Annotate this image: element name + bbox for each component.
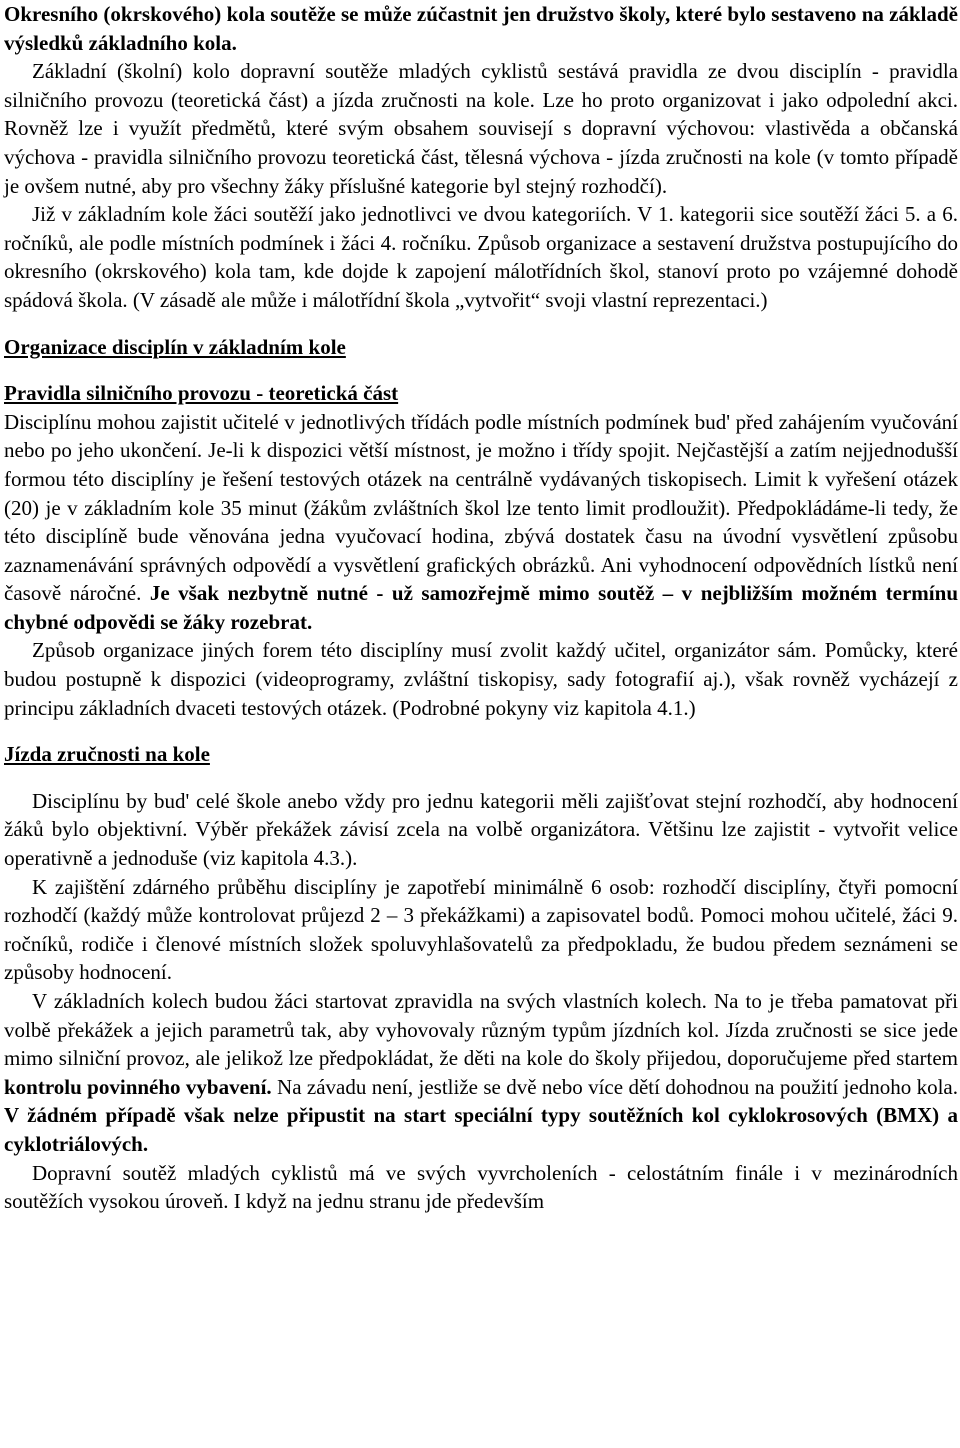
paragraph-categories: Již v základním kole žáci soutěží jako jednotlivci ve dvou kategoriích. V 1. kategorii sice soutěží žáci 5. a 6. ročníků, ale podle místních podmínek i žáci 4. ročníku. Způsob organizace a sestavení družstva postupujícího do okresního (okrskového) kola tam, kde dojde k zapojení málotřídních škol, stanoví proto po vzájemné dohodě spádová škola. (V zásadě ale může i málotřídní škola „vytvořit“ svoji vlastní reprezentaci.) <box>4 202 958 312</box>
paragraph-other-forms: Způsob organizace jiných forem této disciplíny musí zvolit každý učitel, organizátor sám. Pomůcky, které budou postupně k dispozici (videoprogramy, zvláštní tiskopisy, sady fotografií aj.), však rovněž vycházejí z principu základních dvaceti testových otázek. (Podrobné pokyny viz kapitola 4.1.) <box>4 638 958 720</box>
paragraph-traffic-rules <box>4 408 958 637</box>
paragraph-competition-level: Dopravní soutěž mladých cyklistů má ve svých vyvrcholeních - celostátním finále i v mezinárodních soutěžích vysokou úroveň. I když na jednu stranu jde především <box>4 1160 958 1214</box>
traffic-rules-bold-text: Je však nezbytně nutné - už samozřejmě mimo soutěž – v nejbližším možném termínu chybné odpovědi se žáky rozebrat. <box>4 581 958 634</box>
heading-traffic-rules: Pravidla silničního provozu - teoretická část <box>4 381 399 406</box>
paragraph-basic-round: Základní (školní) kolo dopravní soutěže mladých cyklistů sestává pravidla ze dvou disciplín - pravidla silničního provozu (teoretická část) a jízda zručnosti na kole. Lze ho proto organizovat i jako odpolední akci. Rovněž lze i využít předmětů, které svým obsahem souvisejí s dopravní výchovou: vlastivěda a občanská výchova - pravidla silničního provozu teoretická část, tělesná výchova - jízda zručnosti na kole (v tomto případě je ovšem nutné, aby pro všechny žáky příslušné kategorie byl stejný rozhodčí). <box>4 59 958 198</box>
paragraph-referees: Disciplínu by bud' celé škole anebo vždy pro jednu kategorii měli zajišťovat stejní rozhodčí, aby hodnocení žáků bylo objektivní. Výběr překážek závisí zcela na volbě organizátora. Většinu lze zajistit - vytvořit velice operativně a jednoduše (viz kapitola 4.3.). <box>4 788 958 871</box>
heading-riding-skills: Jízda zručnosti na kole <box>4 742 210 767</box>
paragraph-qualification <box>4 0 958 57</box>
own-bikes-bold-1: kontrolu povinného vybavení. <box>4 1074 272 1099</box>
own-bikes-bold-2: V žádném případě však nelze připustit na start speciální typy soutěžních kol cyklokrosových (BMX) a cyklotriálových. <box>4 1103 958 1156</box>
paragraph-own-bikes <box>4 987 958 1159</box>
own-bikes-text-1: V základních kolech budou žáci startovat zpravidla na svých vlastních kolech. Na to je třeba pamatovat při volbě překážek a jejich parametrů tak, aby vyhovovaly různým typům jízdních kol. Jízda zručnosti se sice jede mimo silniční provoz, ale jelikož lze předpokládat, že děti na kole do školy přijedou, doporučujeme před startem <box>4 989 958 1071</box>
paragraph-staffing: K zajištění zdárného průběhu disciplíny je zapotřebí minimálně 6 osob: rozhodčí disciplíny, čtyři pomocní rozhodčí (každý může kontrolovat průjezd 2 – 3 překážkami) a zapisovatel bodů. Pomoci mohou učitelé, žáci 9. ročníků, rodiče i členové místních složek spoluvyhlašovatelů za předpokladu, že budou předem seznámeni se způsoby hodnocení. <box>4 874 958 985</box>
traffic-rules-text: Disciplínu mohou zajistit učitelé v jednotlivých třídách podle místních podmínek bud' před zahájením vyučování nebo po jeho ukončení. Je-li k dispozici větší místnost, je možno i třídy spojit. Nejčastější a zatím nejjednodušší formou této disciplíny je řešení testových otázek na centrálně vydávaných tiskopisech. Limit k vyřešení otázek (20) je v základním kole 35 minut (žákům zvláštních škol lze tento limit prodloužit). Předpokládáme-li tedy, že této disciplíně bude věnována jedna vyučovací hodina, zbývá dostatek času na úvodní vysvětlení způsobu zaznamenávání správných odpovědí a vysvětlení grafických obrázků. Ani vyhodnocení odpovědních lístků není časově náročné. <box>4 409 958 606</box>
own-bikes-text-2: Na závadu není, jestliže se dvě nebo více dětí dohodnou na použití jednoho kola. <box>271 1074 958 1099</box>
heading-organization: Organizace disciplín v základním kole <box>4 334 346 359</box>
qualification-bold-text: Okresního (okrskového) kola soutěže se může zúčastnit jen družstvo školy, které bylo sestaveno na základě výsledků základního kola. <box>4 2 958 55</box>
